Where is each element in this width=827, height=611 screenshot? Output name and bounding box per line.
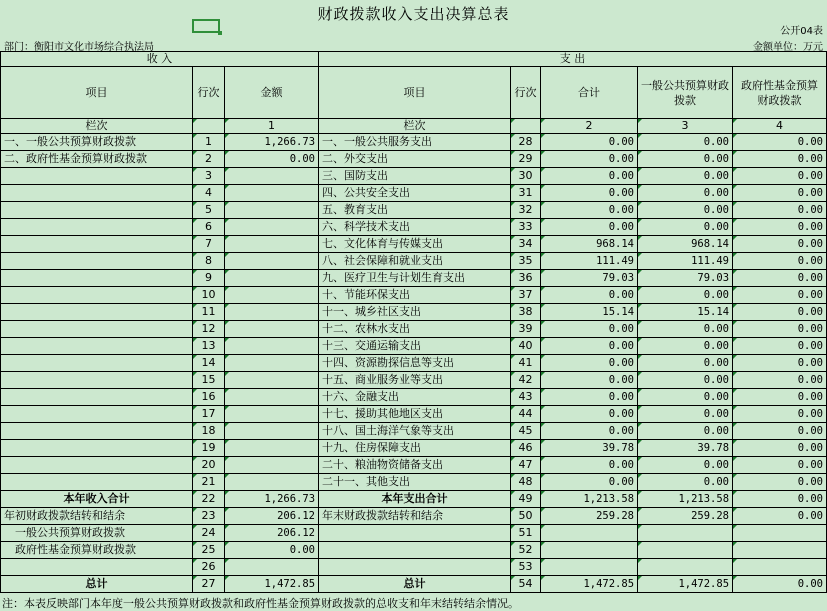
header-fund-budget[interactable]: 政府性基金预算财政拨款 — [733, 67, 827, 119]
expense-row-no-cell[interactable]: 46 — [511, 440, 541, 457]
expense-row-no-cell[interactable]: 45 — [511, 423, 541, 440]
income-item-cell[interactable] — [1, 338, 193, 355]
income-row-no-cell[interactable]: 2 — [193, 151, 225, 168]
expense-total-cell[interactable]: 0.00 — [541, 389, 638, 406]
expense-fund-cell[interactable]: 0.00 — [733, 219, 827, 236]
form-code[interactable]: 公开04表 — [780, 26, 823, 37]
expense-fund-cell[interactable]: 0.00 — [733, 321, 827, 338]
expense-general-cell[interactable]: 0.00 — [638, 406, 733, 423]
income-item-cell[interactable] — [1, 457, 193, 474]
expense-row-no-cell[interactable]: 53 — [511, 559, 541, 576]
income-item-cell[interactable]: 政府性基金预算财政拨款 — [1, 542, 193, 559]
expense-total-cell[interactable]: 39.78 — [541, 440, 638, 457]
income-amount-cell[interactable] — [225, 457, 319, 474]
expense-general-cell[interactable]: 0.00 — [638, 219, 733, 236]
expense-fund-cell[interactable]: 0.00 — [733, 338, 827, 355]
income-item-cell[interactable] — [1, 270, 193, 287]
expense-general-cell[interactable]: 0.00 — [638, 338, 733, 355]
income-row-no-cell[interactable]: 1 — [193, 134, 225, 151]
expense-total-cell[interactable]: 0.00 — [541, 457, 638, 474]
expense-total-cell[interactable]: 0.00 — [541, 372, 638, 389]
header-amount[interactable]: 金额 — [225, 67, 319, 119]
sheet-title[interactable]: 财政拨款收入支出决算总表 — [317, 5, 510, 23]
expense-fund-cell[interactable]: 0.00 — [733, 151, 827, 168]
income-item-cell[interactable] — [1, 440, 193, 457]
income-row-no-cell[interactable]: 18 — [193, 423, 225, 440]
expense-row-no-cell[interactable]: 52 — [511, 542, 541, 559]
expense-row-no-cell[interactable]: 42 — [511, 372, 541, 389]
expense-fund-cell[interactable]: 0.00 — [733, 287, 827, 304]
expense-fund-cell[interactable]: 0.00 — [733, 185, 827, 202]
expense-general-cell[interactable] — [638, 559, 733, 576]
expense-general-cell[interactable] — [638, 542, 733, 559]
income-row-no-cell[interactable]: 3 — [193, 168, 225, 185]
table-row — [1, 525, 827, 542]
income-item-cell[interactable] — [1, 168, 193, 185]
expense-fund-cell[interactable]: 0.00 — [733, 576, 827, 593]
income-amount-cell[interactable] — [225, 355, 319, 372]
table-row — [1, 542, 827, 559]
expense-total-cell[interactable]: 0.00 — [541, 406, 638, 423]
expense-item-cell[interactable]: 十七、援助其他地区支出 — [319, 406, 511, 423]
expense-general-cell[interactable]: 1,213.58 — [638, 491, 733, 508]
income-amount-cell[interactable] — [225, 219, 319, 236]
expense-row-no-cell[interactable]: 29 — [511, 151, 541, 168]
expense-total-cell[interactable]: 968.14 — [541, 236, 638, 253]
header-row-no[interactable]: 行次 — [193, 67, 225, 119]
expense-general-cell[interactable]: 968.14 — [638, 236, 733, 253]
expense-item-cell[interactable]: 二十、粮油物资储备支出 — [319, 457, 511, 474]
income-row-no-cell[interactable]: 10 — [193, 287, 225, 304]
income-row-no-cell[interactable]: 15 — [193, 372, 225, 389]
income-item-cell[interactable] — [1, 389, 193, 406]
income-item-cell[interactable]: 本年收入合计 — [1, 491, 193, 508]
expense-item-cell[interactable] — [319, 542, 511, 559]
income-amount-cell[interactable] — [225, 253, 319, 270]
col-index-4[interactable]: 4 — [733, 119, 827, 134]
expense-item-cell[interactable]: 四、公共安全支出 — [319, 185, 511, 202]
expense-row-no-cell[interactable]: 30 — [511, 168, 541, 185]
income-row-no-cell[interactable]: 11 — [193, 304, 225, 321]
expense-item-cell[interactable]: 十一、城乡社区支出 — [319, 304, 511, 321]
section-header-row — [1, 52, 827, 67]
income-row-no-cell[interactable]: 4 — [193, 185, 225, 202]
expense-row-no-cell[interactable]: 28 — [511, 134, 541, 151]
table-row — [1, 304, 827, 321]
income-amount-cell[interactable]: 1,266.73 — [225, 491, 319, 508]
expense-item-cell[interactable]: 本年支出合计 — [319, 491, 511, 508]
expense-total-cell[interactable]: 0.00 — [541, 134, 638, 151]
table-row — [1, 474, 827, 491]
expense-fund-cell[interactable]: 0.00 — [733, 355, 827, 372]
income-amount-cell[interactable] — [225, 185, 319, 202]
header-total[interactable]: 合计 — [541, 67, 638, 119]
expense-item-cell[interactable] — [319, 525, 511, 542]
income-row-no-cell[interactable]: 27 — [193, 576, 225, 593]
expense-total-cell[interactable]: 0.00 — [541, 355, 638, 372]
income-amount-cell[interactable] — [225, 168, 319, 185]
expense-total-cell[interactable]: 79.03 — [541, 270, 638, 287]
expense-fund-cell[interactable]: 0.00 — [733, 423, 827, 440]
income-amount-cell[interactable] — [225, 202, 319, 219]
expense-general-cell[interactable]: 0.00 — [638, 287, 733, 304]
income-row-no-cell[interactable]: 23 — [193, 508, 225, 525]
income-amount-cell[interactable] — [225, 270, 319, 287]
table-row — [1, 287, 827, 304]
col-index-3[interactable]: 3 — [638, 119, 733, 134]
table-row — [1, 270, 827, 287]
table-row — [1, 423, 827, 440]
income-item-cell[interactable] — [1, 185, 193, 202]
income-row-no-cell[interactable]: 16 — [193, 389, 225, 406]
income-row-no-cell[interactable]: 19 — [193, 440, 225, 457]
income-amount-cell[interactable] — [225, 304, 319, 321]
income-row-no-cell[interactable]: 9 — [193, 270, 225, 287]
income-item-cell[interactable] — [1, 202, 193, 219]
income-row-no-cell[interactable]: 12 — [193, 321, 225, 338]
header-exp-row-no[interactable]: 行次 — [511, 67, 541, 119]
expense-total-cell[interactable]: 111.49 — [541, 253, 638, 270]
table-row — [1, 151, 827, 168]
expense-item-cell[interactable]: 十四、资源勘探信息等支出 — [319, 355, 511, 372]
expense-item-cell[interactable] — [319, 559, 511, 576]
income-amount-cell[interactable] — [225, 338, 319, 355]
expense-fund-cell[interactable]: 0.00 — [733, 491, 827, 508]
expense-item-cell[interactable]: 十三、交通运输支出 — [319, 338, 511, 355]
expense-fund-cell[interactable]: 0.00 — [733, 236, 827, 253]
table-row — [1, 185, 827, 202]
income-item-cell[interactable] — [1, 474, 193, 491]
table-row — [1, 253, 827, 270]
expense-item-cell[interactable]: 五、教育支出 — [319, 202, 511, 219]
column-header-row — [1, 67, 827, 119]
col-index-label-exp[interactable]: 栏次 — [319, 119, 511, 134]
income-item-cell[interactable] — [1, 423, 193, 440]
expense-row-no-cell[interactable]: 37 — [511, 287, 541, 304]
expense-general-cell[interactable]: 1,472.85 — [638, 576, 733, 593]
expense-item-cell[interactable]: 十九、住房保障支出 — [319, 440, 511, 457]
expense-item-cell[interactable]: 二十一、其他支出 — [319, 474, 511, 491]
expense-fund-cell[interactable]: 0.00 — [733, 406, 827, 423]
expense-total-cell[interactable]: 0.00 — [541, 185, 638, 202]
expense-item-cell[interactable]: 八、社会保障和就业支出 — [319, 253, 511, 270]
table-row — [1, 338, 827, 355]
header-item[interactable]: 项目 — [1, 67, 193, 119]
income-amount-cell[interactable] — [225, 423, 319, 440]
income-amount-cell[interactable] — [225, 372, 319, 389]
table-row — [1, 372, 827, 389]
income-row-no-cell[interactable]: 7 — [193, 236, 225, 253]
income-item-cell[interactable] — [1, 219, 193, 236]
income-amount-cell[interactable] — [225, 287, 319, 304]
income-amount-cell[interactable] — [225, 559, 319, 576]
income-item-cell[interactable] — [1, 287, 193, 304]
budget-table — [0, 51, 827, 593]
col-index-2[interactable]: 2 — [541, 119, 638, 134]
expense-general-cell[interactable]: 39.78 — [638, 440, 733, 457]
expense-item-cell[interactable]: 二、外交支出 — [319, 151, 511, 168]
expense-fund-cell[interactable]: 0.00 — [733, 168, 827, 185]
expense-general-cell[interactable]: 0.00 — [638, 168, 733, 185]
table-row — [1, 321, 827, 338]
income-item-cell[interactable] — [1, 236, 193, 253]
table-row — [1, 168, 827, 185]
expense-row-no-cell[interactable]: 47 — [511, 457, 541, 474]
active-cell-cursor[interactable] — [192, 19, 220, 33]
table-row — [1, 134, 827, 151]
col-index-label[interactable]: 栏次 — [1, 119, 193, 134]
expense-fund-cell[interactable]: 0.00 — [733, 134, 827, 151]
income-row-no-cell[interactable]: 13 — [193, 338, 225, 355]
income-item-cell[interactable]: 年初财政拨款结转和结余 — [1, 508, 193, 525]
expense-row-no-cell[interactable]: 34 — [511, 236, 541, 253]
expense-row-no-cell[interactable]: 38 — [511, 304, 541, 321]
expense-general-cell[interactable]: 0.00 — [638, 372, 733, 389]
table-row — [1, 576, 827, 593]
expense-general-cell[interactable]: 0.00 — [638, 423, 733, 440]
expense-section-header[interactable]: 支 出 — [319, 52, 827, 67]
expense-general-cell[interactable]: 0.00 — [638, 185, 733, 202]
expense-fund-cell[interactable]: 0.00 — [733, 253, 827, 270]
department-label[interactable]: 部门：衡阳市文化市场综合执法局 — [4, 42, 154, 53]
expense-total-cell[interactable]: 0.00 — [541, 287, 638, 304]
income-item-cell[interactable] — [1, 253, 193, 270]
income-row-no-cell[interactable]: 24 — [193, 525, 225, 542]
expense-total-cell[interactable]: 0.00 — [541, 338, 638, 355]
expense-general-cell[interactable]: 0.00 — [638, 355, 733, 372]
expense-item-cell[interactable]: 七、文化体育与传媒支出 — [319, 236, 511, 253]
expense-item-cell[interactable]: 九、医疗卫生与计划生育支出 — [319, 270, 511, 287]
income-item-cell[interactable] — [1, 406, 193, 423]
income-item-cell[interactable] — [1, 559, 193, 576]
footnote: 注：本表反映部门本年度一般公共预算财政拨款和政府性基金预算财政拨款的总收支和年末结转结余情况。 — [2, 597, 519, 610]
expense-row-no-cell[interactable]: 44 — [511, 406, 541, 423]
expense-item-cell[interactable]: 一、一般公共服务支出 — [319, 134, 511, 151]
expense-total-cell[interactable]: 0.00 — [541, 168, 638, 185]
expense-fund-cell[interactable]: 0.00 — [733, 372, 827, 389]
col-index-1[interactable]: 1 — [225, 119, 319, 134]
title-row — [0, 0, 827, 22]
expense-item-cell[interactable]: 十六、金融支出 — [319, 389, 511, 406]
income-item-cell[interactable]: 二、政府性基金预算财政拨款 — [1, 151, 193, 168]
table-row — [1, 219, 827, 236]
column-index-row — [1, 119, 827, 134]
expense-fund-cell[interactable]: 0.00 — [733, 389, 827, 406]
expense-fund-cell[interactable] — [733, 559, 827, 576]
expense-total-cell[interactable] — [541, 542, 638, 559]
income-amount-cell[interactable] — [225, 440, 319, 457]
table-row — [1, 406, 827, 423]
income-amount-cell[interactable]: 206.12 — [225, 525, 319, 542]
expense-row-no-cell[interactable]: 39 — [511, 321, 541, 338]
income-amount-cell[interactable] — [225, 321, 319, 338]
income-row-no-cell[interactable]: 22 — [193, 491, 225, 508]
expense-item-cell[interactable]: 十、节能环保支出 — [319, 287, 511, 304]
expense-row-no-cell[interactable]: 48 — [511, 474, 541, 491]
income-row-no-cell[interactable]: 14 — [193, 355, 225, 372]
expense-total-cell[interactable]: 0.00 — [541, 219, 638, 236]
income-item-cell[interactable] — [1, 304, 193, 321]
expense-fund-cell[interactable]: 0.00 — [733, 270, 827, 287]
expense-row-no-cell[interactable]: 40 — [511, 338, 541, 355]
expense-total-cell[interactable]: 0.00 — [541, 423, 638, 440]
expense-fund-cell[interactable] — [733, 525, 827, 542]
expense-general-cell[interactable]: 0.00 — [638, 151, 733, 168]
expense-general-cell[interactable]: 0.00 — [638, 321, 733, 338]
expense-row-no-cell[interactable]: 33 — [511, 219, 541, 236]
expense-row-no-cell[interactable]: 49 — [511, 491, 541, 508]
expense-total-cell[interactable]: 0.00 — [541, 474, 638, 491]
table-row — [1, 559, 827, 576]
expense-row-no-cell[interactable]: 36 — [511, 270, 541, 287]
income-row-no-cell[interactable]: 25 — [193, 542, 225, 559]
expense-general-cell[interactable]: 0.00 — [638, 202, 733, 219]
table-row — [1, 457, 827, 474]
expense-row-no-cell[interactable]: 41 — [511, 355, 541, 372]
expense-item-cell[interactable]: 三、国防支出 — [319, 168, 511, 185]
income-row-no-cell[interactable]: 6 — [193, 219, 225, 236]
income-amount-cell[interactable] — [225, 236, 319, 253]
income-amount-cell[interactable]: 1,472.85 — [225, 576, 319, 593]
expense-fund-cell[interactable]: 0.00 — [733, 304, 827, 321]
expense-fund-cell[interactable]: 0.00 — [733, 440, 827, 457]
expense-item-cell[interactable]: 六、科学技术支出 — [319, 219, 511, 236]
income-item-cell[interactable] — [1, 355, 193, 372]
income-amount-cell[interactable] — [225, 389, 319, 406]
expense-row-no-cell[interactable]: 35 — [511, 253, 541, 270]
income-amount-cell[interactable]: 0.00 — [225, 151, 319, 168]
expense-general-cell[interactable]: 79.03 — [638, 270, 733, 287]
col-index-empty[interactable] — [193, 119, 225, 134]
income-row-no-cell[interactable]: 5 — [193, 202, 225, 219]
income-row-no-cell[interactable]: 20 — [193, 457, 225, 474]
income-item-cell[interactable]: 一般公共预算财政拨款 — [1, 525, 193, 542]
expense-general-cell[interactable]: 111.49 — [638, 253, 733, 270]
income-amount-cell[interactable] — [225, 406, 319, 423]
income-item-cell[interactable]: 总计 — [1, 576, 193, 593]
income-item-cell[interactable] — [1, 372, 193, 389]
unit-label[interactable]: 金额单位：万元 — [753, 42, 823, 53]
expense-total-cell[interactable]: 1,213.58 — [541, 491, 638, 508]
table-row — [1, 236, 827, 253]
expense-total-cell[interactable]: 0.00 — [541, 321, 638, 338]
expense-total-cell[interactable]: 259.28 — [541, 508, 638, 525]
expense-row-no-cell[interactable]: 50 — [511, 508, 541, 525]
income-amount-cell[interactable]: 1,266.73 — [225, 134, 319, 151]
table-row — [1, 440, 827, 457]
expense-total-cell[interactable] — [541, 559, 638, 576]
expense-general-cell[interactable]: 259.28 — [638, 508, 733, 525]
table-row — [1, 389, 827, 406]
expense-total-cell[interactable]: 1,472.85 — [541, 576, 638, 593]
table-row — [1, 202, 827, 219]
expense-total-cell[interactable]: 0.00 — [541, 202, 638, 219]
income-row-no-cell[interactable]: 26 — [193, 559, 225, 576]
income-amount-cell[interactable]: 206.12 — [225, 508, 319, 525]
expense-item-cell[interactable]: 年末财政拨款结转和结余 — [319, 508, 511, 525]
expense-fund-cell[interactable]: 0.00 — [733, 508, 827, 525]
income-item-cell[interactable] — [1, 321, 193, 338]
income-section-header[interactable]: 收 入 — [1, 52, 319, 67]
table-row — [1, 508, 827, 525]
income-row-no-cell[interactable]: 17 — [193, 406, 225, 423]
expense-item-cell[interactable]: 十八、国土海洋气象等支出 — [319, 423, 511, 440]
income-amount-cell[interactable] — [225, 474, 319, 491]
expense-row-no-cell[interactable]: 54 — [511, 576, 541, 593]
col-index-empty-exp[interactable] — [511, 119, 541, 134]
table-row — [1, 355, 827, 372]
expense-total-cell[interactable]: 15.14 — [541, 304, 638, 321]
income-row-no-cell[interactable]: 21 — [193, 474, 225, 491]
expense-general-cell[interactable]: 0.00 — [638, 457, 733, 474]
expense-general-cell[interactable]: 0.00 — [638, 389, 733, 406]
expense-general-cell[interactable]: 0.00 — [638, 474, 733, 491]
income-row-no-cell[interactable]: 8 — [193, 253, 225, 270]
header-exp-item[interactable]: 项目 — [319, 67, 511, 119]
expense-total-cell[interactable]: 0.00 — [541, 151, 638, 168]
expense-fund-cell[interactable]: 0.00 — [733, 474, 827, 491]
expense-row-no-cell[interactable]: 43 — [511, 389, 541, 406]
expense-fund-cell[interactable]: 0.00 — [733, 457, 827, 474]
expense-item-cell[interactable]: 总计 — [319, 576, 511, 593]
expense-item-cell[interactable]: 十五、商业服务业等支出 — [319, 372, 511, 389]
expense-total-cell[interactable] — [541, 525, 638, 542]
expense-general-cell[interactable] — [638, 525, 733, 542]
expense-item-cell[interactable]: 十二、农林水支出 — [319, 321, 511, 338]
expense-fund-cell[interactable]: 0.00 — [733, 202, 827, 219]
expense-general-cell[interactable]: 15.14 — [638, 304, 733, 321]
expense-row-no-cell[interactable]: 51 — [511, 525, 541, 542]
header-general-budget[interactable]: 一般公共预算财政拨款 — [638, 67, 733, 119]
expense-row-no-cell[interactable]: 31 — [511, 185, 541, 202]
expense-fund-cell[interactable] — [733, 542, 827, 559]
table-row — [1, 491, 827, 508]
income-amount-cell[interactable]: 0.00 — [225, 542, 319, 559]
expense-row-no-cell[interactable]: 32 — [511, 202, 541, 219]
income-item-cell[interactable]: 一、一般公共预算财政拨款 — [1, 134, 193, 151]
expense-general-cell[interactable]: 0.00 — [638, 134, 733, 151]
